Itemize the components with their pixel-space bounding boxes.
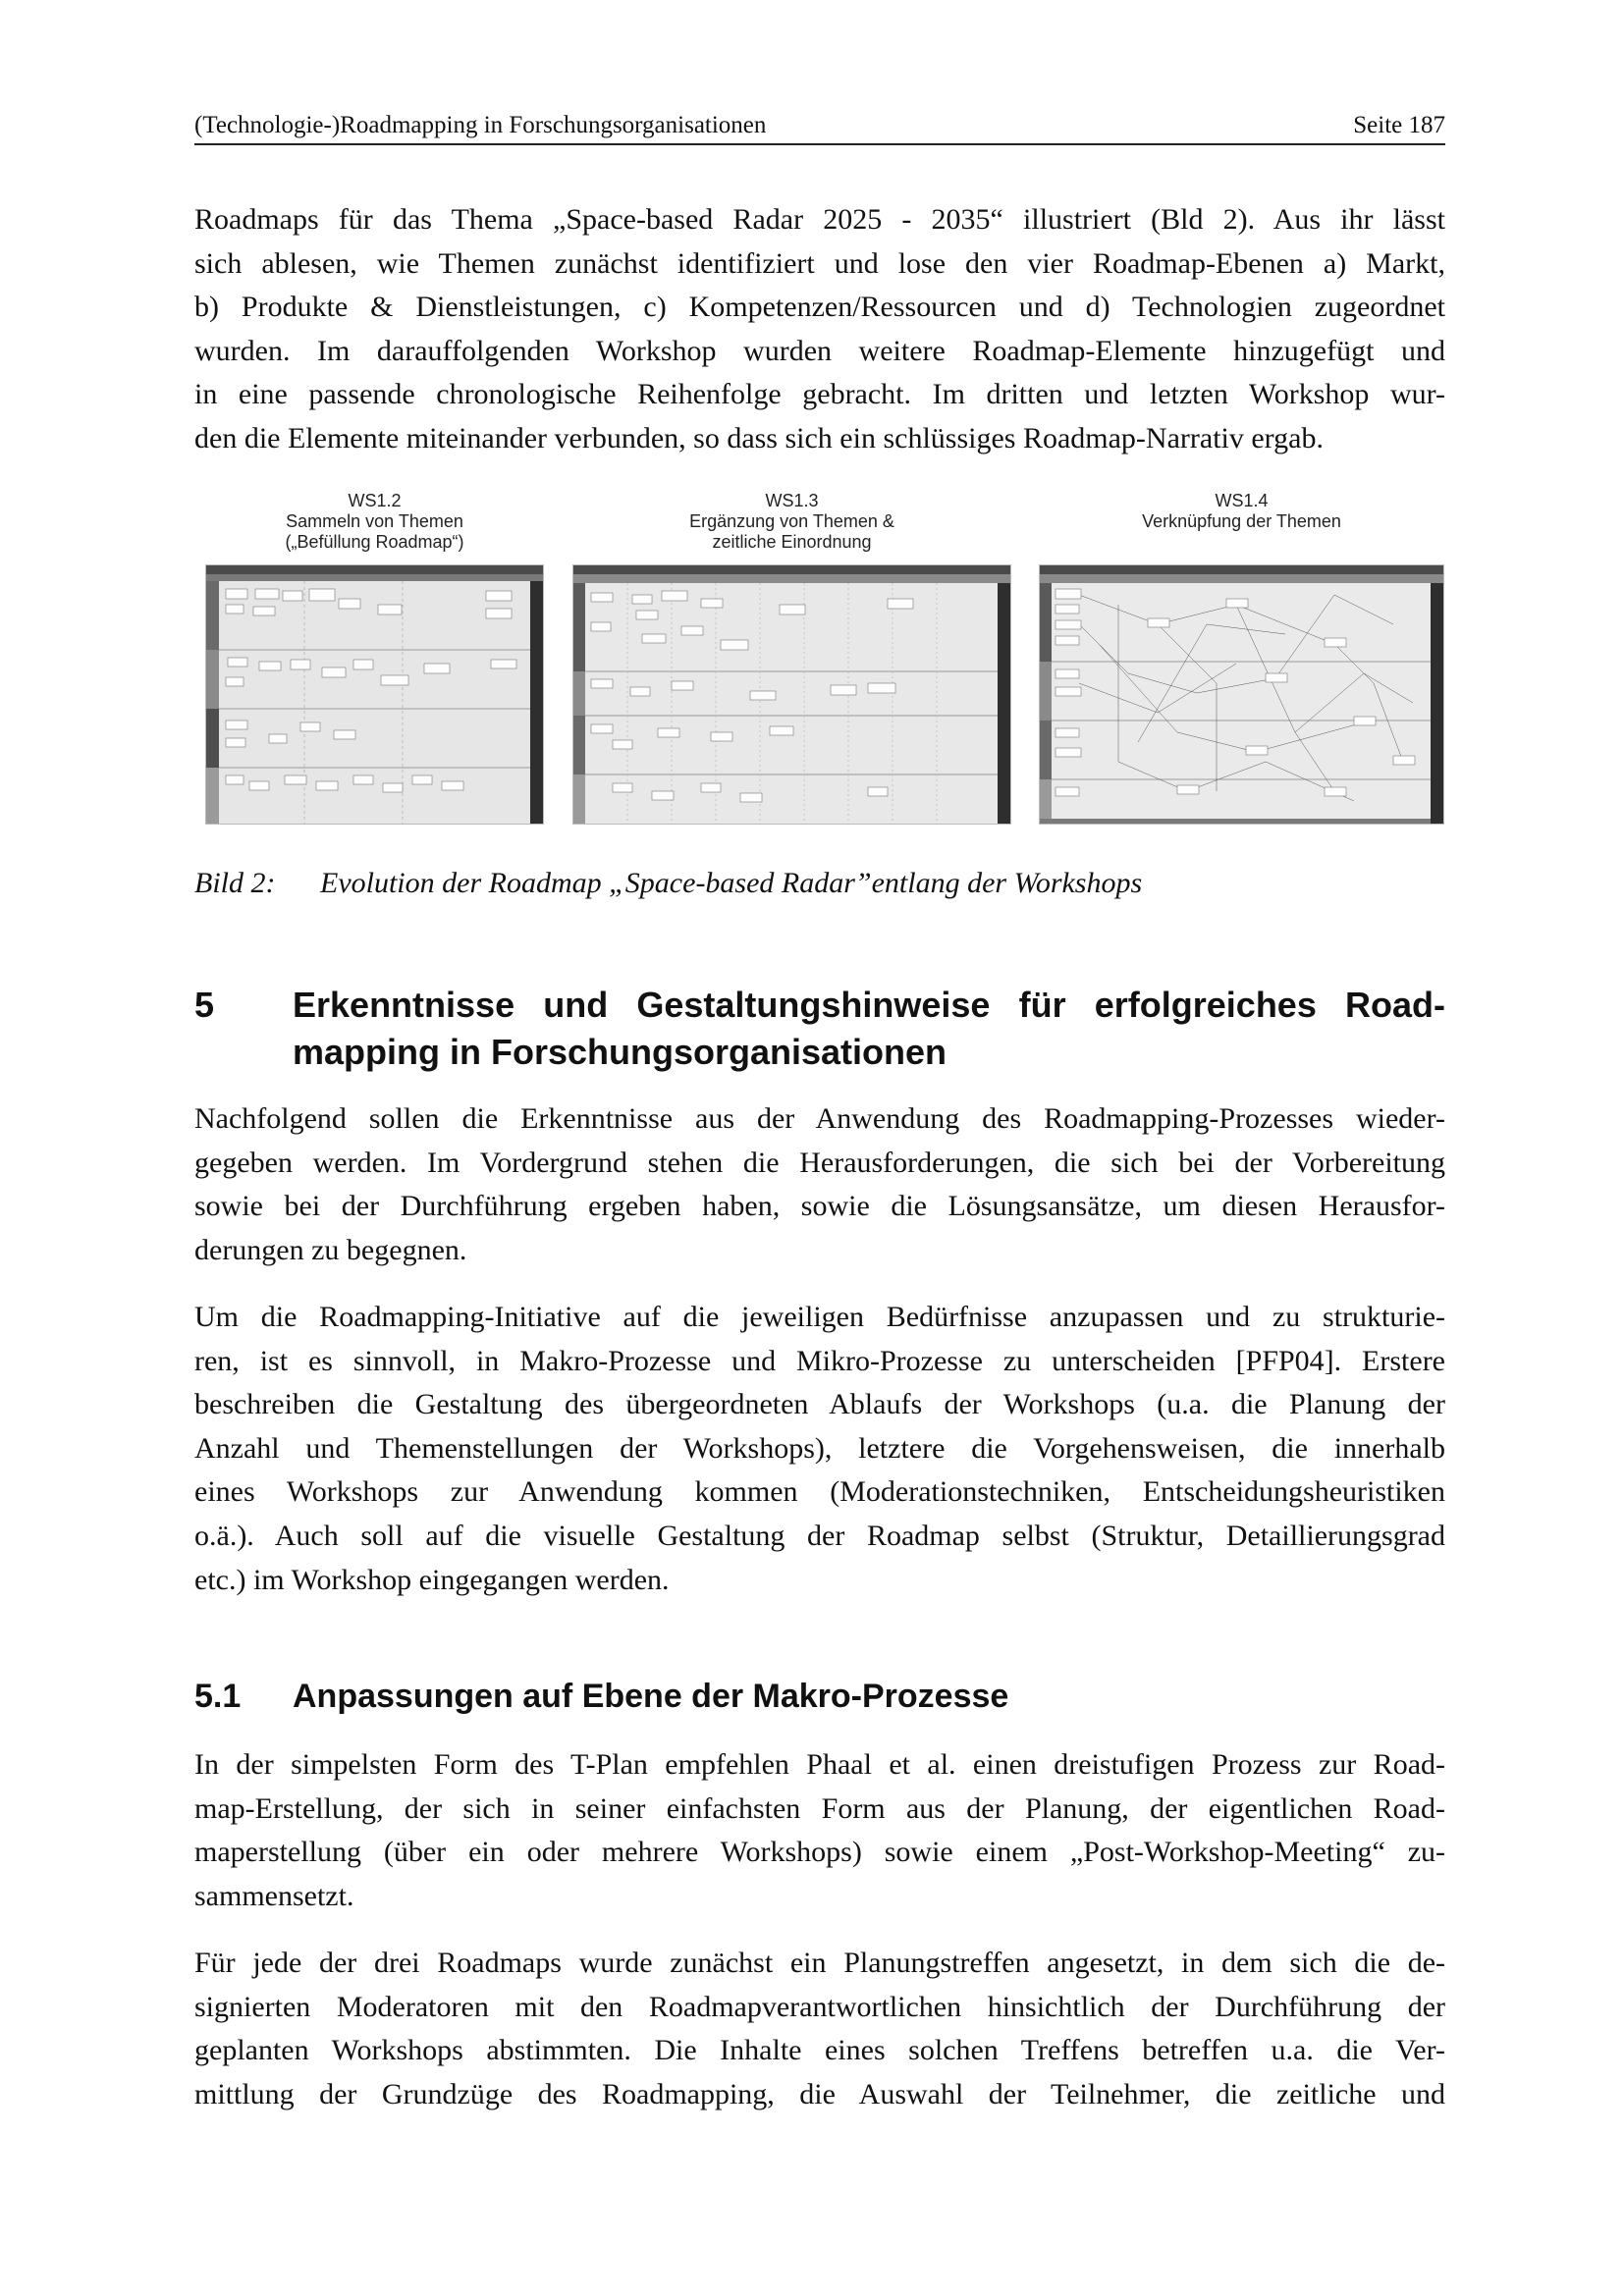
text-line: Anzahl und Themenstellungen der Workshops), letztere die Vorgehensweisen, die innerhalb (194, 1431, 1445, 1465)
text-line: Um die Roadmapping-Initiative auf die jeweiligen Bedürfnisse anzupassen und zu strukturie- (194, 1301, 1445, 1333)
text-line: b) Produkte & Dienstleistungen, c) Kompetenzen/Ressourcen und d) Technologien zugeordnet (194, 291, 1445, 324)
text-line: den die Elemente miteinander verbunden, so dass sich ein schlüssiges Roadmap-Narrativ ergab. (194, 421, 1324, 454)
text-line: sammensetzt. (194, 1879, 354, 1912)
figure-panel-label (572, 491, 1011, 553)
running-head (194, 110, 1445, 145)
text-line: beschreiben die Gestaltung des übergeordneten Ablaufs der Workshops (u.a. die Planung der (194, 1388, 1445, 1421)
text-line: mittlung der Grundzüge des Roadmapping, die Auswahl der Teilnehmer, die zeitliche und (194, 2077, 1445, 2110)
figure-panel-label (205, 491, 544, 553)
subsection-title: Anpassungen auf Ebene der Makro-Prozesse (293, 1678, 1009, 1715)
body-paragraph (194, 1743, 1445, 1918)
panel-title: WS1.2 (348, 491, 402, 510)
subsection-number: 5.1 (194, 1678, 242, 1715)
text-line: Nachfolgend sollen die Erkenntnisse aus der Anwendung des Roadmapping-Prozesses wieder- (194, 1102, 1445, 1135)
text-line: eines Workshops zur Anwendung kommen (Moderationstechniken, Entscheidungsheuristiken (194, 1475, 1445, 1509)
intro-paragraph (194, 198, 1445, 461)
figure-caption (194, 867, 1143, 900)
section-title-line: mapping in Forschungsorganisationen (293, 1032, 947, 1072)
running-head-title: (Technologie-)Roadmapping in Forschungsorganisationen (194, 112, 767, 138)
page-number: Seite 187 (1353, 112, 1445, 138)
text-line: geplanten Workshops abstimmten. Die Inhalte eines solchen Treffens betreffen u.a. die Ver- (194, 2034, 1445, 2067)
panel-subtitle: („Befüllung Roadmap“) (285, 532, 464, 552)
caption-text: Evolution der Roadmap „Space-based Radar”entlang der Workshops (320, 867, 1143, 899)
roadmap-thumbnail-image (572, 564, 1011, 825)
text-line: gegeben werden. Im Vordergrund stehen die Herausforderungen, die sich bei der Vorbereitung (194, 1146, 1445, 1179)
section-number: 5 (194, 985, 215, 1025)
caption-label: Bild 2: (194, 867, 276, 899)
text-line: ren, ist es sinnvoll, in Makro-Prozesse und Mikro-Prozesse zu unterscheiden [PFP04]. Erstere (194, 1344, 1445, 1377)
text-line: maperstellung (über ein oder mehrere Workshops) sowie einem „Post-Workshop-Meeting“ zu- (194, 1836, 1445, 1869)
text-line: map-Erstellung, der sich in seiner einfachsten Form aus der Planung, der eigentlichen Road- (194, 1791, 1445, 1825)
text-line: Roadmaps für das Thema „Space-based Radar 2025 - 2035“ illustriert (Bld 2). Aus ihr lässt (194, 203, 1445, 236)
text-line: etc.) im Workshop eingegangen werden. (194, 1563, 670, 1596)
text-line: Für jede der drei Roadmaps wurde zunächst ein Planungstreffen angesetzt, in dem sich die de- (194, 1947, 1445, 1979)
text-line: sich ablesen, wie Themen zunächst identifiziert und lose den vier Roadmap-Ebenen a) Markt, (194, 246, 1445, 280)
body-paragraph (194, 1097, 1445, 1272)
subsection-heading (194, 1675, 1009, 1718)
panel-subtitle: zeitliche Einordnung (712, 532, 872, 552)
text-line: in eine passende chronologische Reihenfolge gebracht. Im dritten und letzten Workshop wur- (194, 378, 1445, 411)
text-line: wurden. Im darauffolgenden Workshop wurden weitere Roadmap-Elemente hinzugefügt und (194, 334, 1445, 367)
body-paragraph (194, 1296, 1445, 1602)
figure-panel-label (1039, 491, 1444, 532)
text-line: signierten Moderatoren mit den Roadmapverantwortlichen hinsichtlich der Durchführung der (194, 1990, 1445, 2023)
roadmap-thumbnail-image (1039, 564, 1444, 825)
panel-subtitle: Ergänzung von Themen & (689, 511, 894, 531)
panel-subtitle: Verknüpfung der Themen (1142, 511, 1341, 531)
text-line: o.ä.). Auch soll auf die visuelle Gestaltung der Roadmap selbst (Struktur, Detaillierungsgrad (194, 1519, 1445, 1552)
panel-title: WS1.4 (1215, 491, 1269, 510)
text-line: In der simpelsten Form des T-Plan empfehlen Phaal et al. einen dreistufigen Prozess zur Road- (194, 1748, 1445, 1781)
section-title-line: Erkenntnisse und Gestaltungshinweise für erfolgreiches Road- (293, 985, 1445, 1025)
roadmap-thumbnail-image (205, 564, 544, 825)
panel-subtitle: Sammeln von Themen (286, 511, 463, 531)
text-line: derungen zu begegnen. (194, 1233, 467, 1266)
text-line: sowie bei der Durchführung ergeben haben, sowie die Lösungsansätze, um diesen Herausfor- (194, 1190, 1445, 1223)
panel-title: WS1.3 (765, 491, 819, 510)
body-paragraph (194, 1942, 1445, 2116)
